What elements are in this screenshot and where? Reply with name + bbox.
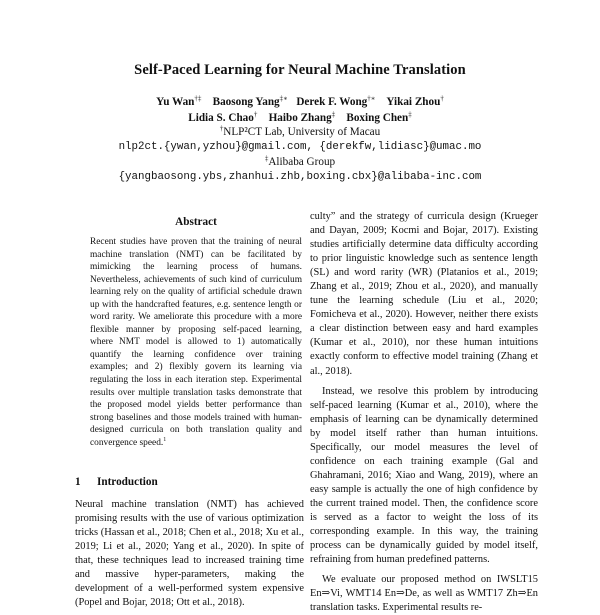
introduction-text — [75, 498, 304, 610]
section-number: 1 — [75, 476, 81, 488]
author-name: Baosong Yang — [212, 96, 280, 108]
author-name: Boxing Chen — [346, 112, 409, 124]
section-heading — [75, 476, 315, 488]
abstract-text — [90, 236, 302, 449]
paragraph: culty” and the strategy of curricula design (Krueger and Dayan, 2009; Kocmi and Bojar, 2017). Existing studies artificially determine data difficulty according to prior linguistic knowledge such as sentence length (SL) and word rarity (WR) (Platanios et al., 2019; Zhang et al., 2019; Zhou et al., 2020), and manually tune the learning schedule (Liu et al., 2020; Fomicheva et al., 2020). However, neither there exists a clear distinction between easy and hard examples (Kumar et al., 2010), nor these human intuitions exactly conform to effective model training (Zhang et al., 2018). — [310, 211, 538, 377]
author-mark: †‡ — [194, 94, 202, 103]
email-line-1: nlp2ct.{ywan,yzhou}@gmail.com, {derekfw,lidiasc}@umac.mo — [118, 141, 482, 153]
affiliation-name: Alibaba Group — [268, 156, 336, 168]
author-line-2 — [0, 110, 600, 126]
abstract-heading: Abstract — [175, 216, 217, 228]
affiliation-name: NLP²CT Lab, University of Macau — [223, 126, 381, 138]
author-name: Yu Wan — [156, 96, 195, 108]
author-name: Derek F. Wong — [296, 96, 368, 108]
author-line-1 — [0, 94, 600, 110]
paragraph: Neural machine translation (NMT) has achieved promising results with the use of various optimization tricks (Hassan et al., 2018; Chen et al., 2018; Xu et al., 2019; Li et al., 2020; Yang et al., 2020). In spite of that, these techniques lead to increased training time and massive hyper-parameters, making the development of a well-performed system expensive (Popel and Bojar, 2018; Ott et al., 2018). — [75, 499, 304, 609]
affiliation-1 — [0, 125, 600, 140]
paragraph: We evaluate our proposed method on IWSLT15 En⇒Vi, WMT14 En⇒De, as well as WMT17 Zh⇒En translation tasks. Experimental results re- — [310, 574, 538, 614]
author-mark: ‡∗ — [279, 94, 288, 103]
author-mark: †∗ — [367, 94, 376, 103]
affiliation-mark: ‡ — [264, 154, 269, 163]
author-mark: ‡ — [408, 110, 412, 119]
author-name: Lidia S. Chao — [188, 112, 254, 124]
author-name: Yikai Zhou — [386, 96, 441, 108]
author-mark: ‡ — [331, 110, 336, 119]
right-column — [310, 210, 538, 615]
author-block — [0, 94, 600, 126]
affiliation-2 — [0, 155, 600, 170]
abstract-body-text: Recent studies have proven that the training of neural machine translation (NMT) can be facilitated by mimicking the learning process of humans. Nevertheless, achievements of such kind of curriculum learning rely on the quality of artificial schedule drawn up with the handcrafted features, e.g. sentence length or word rarity. We ameliorate this procedure with a more flexible manner by proposing self-paced learning, where NMT model is allowed to 1) automatically quantify the learning confidence over training examples; and 2) flexibly govern its learning via regulating the loss in each iteration step. Experimental results over multiple translation tasks demonstrate that the proposed model yields better performance than strong baselines and those models trained with human-designed curricula on both translation quality and convergence speed. — [90, 237, 302, 448]
affiliation-mark: † — [219, 124, 224, 133]
email-line-2: {yangbaosong.ybs,zhanhui.zhb,boxing.cbx}@alibaba-inc.com — [118, 171, 482, 183]
paragraph: Instead, we resolve this problem by introducing self-paced learning (Kumar et al., 2010), where the emphasis of learning can be dynamically determined by model itself rather than human intuitions. Specifically, our model measures the level of confidence on each training example (Gal and Ghahramani, 2016; Xiao and Wang, 2019), where an easy sample is actually the one of high confidence by the current trained model. Then, the confidence score is served as a factor to weight the loss of its corresponding example. In this way, the training process can be dynamically guided by model itself, refraining from human predefined patterns. — [310, 385, 538, 566]
paper-title: Self-Paced Learning for Neural Machine Translation — [134, 62, 466, 78]
section-title: Introduction — [97, 476, 158, 488]
author-mark: † — [253, 110, 258, 119]
footnote-mark: 1 — [163, 436, 167, 443]
author-mark: † — [440, 94, 444, 103]
author-name: Haibo Zhang — [268, 112, 332, 124]
